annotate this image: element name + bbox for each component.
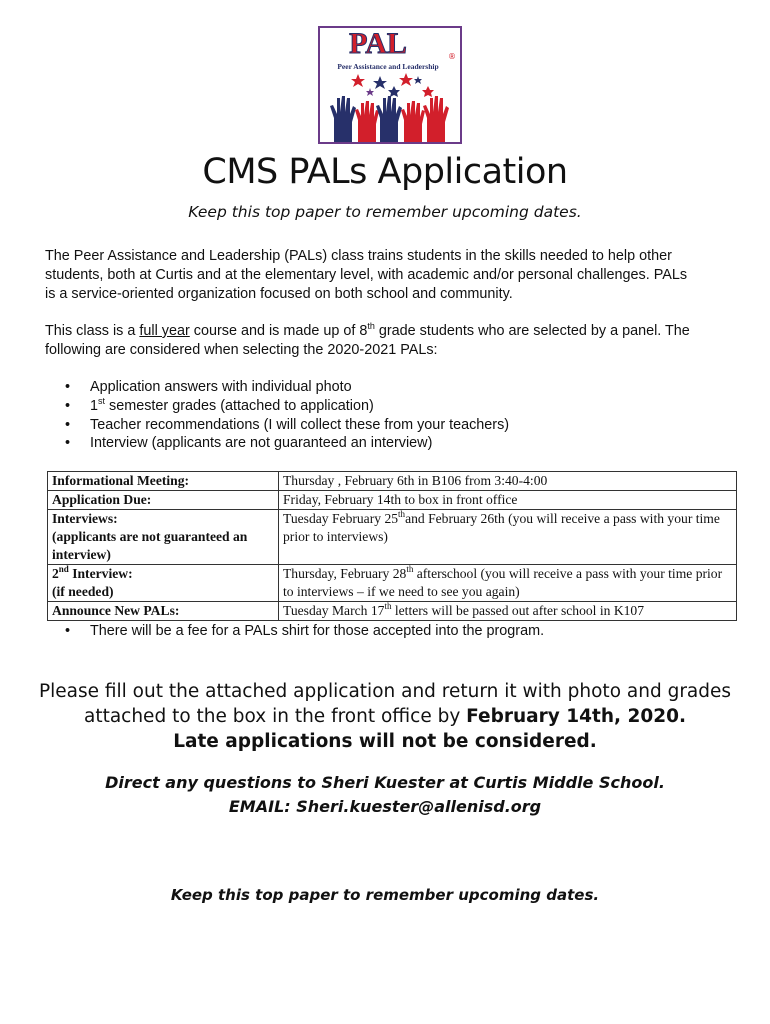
footer-reminder: Keep this top paper to remember upcoming dates. [170, 886, 600, 904]
table-row [48, 472, 737, 491]
text-span: course and is made up of 8 [189, 323, 368, 339]
table-value [279, 510, 737, 565]
text-span: afterschool (you will receive a pass with your time prior to interviews – if we need to see you again) [283, 566, 723, 599]
instructions [0, 679, 770, 729]
selection-line: following are considered when selecting the 2020-2021 PALs: [45, 342, 438, 358]
list-item [45, 378, 735, 397]
table-label [48, 565, 279, 602]
hands-icon [330, 96, 449, 142]
table-row [48, 491, 737, 510]
contact-line: Direct any questions to Sheri Kuester at Curtis Middle School. [105, 773, 665, 792]
label-line: Interviews: [52, 511, 118, 526]
list-item [45, 622, 735, 641]
list-item [45, 434, 735, 453]
superscript: th [384, 601, 392, 611]
label-line: (applicants are not guaranteed an interview) [52, 529, 248, 562]
criteria-list [45, 378, 735, 453]
list-item-text: Teacher recommendations (I will collect these from your teachers) [90, 416, 510, 433]
page-title: CMS PALs Application [202, 152, 568, 192]
superscript: th [398, 509, 406, 519]
table-value: Thursday , February 6th in B106 from 3:40-4:00 [279, 472, 737, 491]
list-item-text: semester grades (attached to application) [105, 397, 374, 414]
full-year-emphasis: full year [139, 323, 190, 339]
list-item [45, 397, 735, 416]
table-label: Informational Meeting: [48, 472, 279, 491]
page-subtitle: Keep this top paper to remember upcoming dates. [188, 203, 582, 221]
selection-line [45, 322, 735, 341]
table-value [279, 602, 737, 621]
superscript: th [406, 564, 414, 574]
contact-email: EMAIL: Sheri.kuester@allenisd.org [228, 797, 542, 816]
intro-line: The Peer Assistance and Leadership (PALs) class trains students in the skills needed to help other [45, 248, 672, 264]
table-value [279, 565, 737, 602]
table-row [48, 510, 737, 565]
label-line [52, 565, 274, 583]
table-value: Friday, February 14th to box in front office [279, 491, 737, 510]
instructions-line [0, 704, 770, 729]
late-warning: Late applications will not be considered. [173, 731, 597, 752]
bullet-icon: • [65, 623, 71, 639]
table-label [48, 510, 279, 565]
list-item-text: There will be a fee for a PALs shirt for those accepted into the program. [90, 623, 545, 639]
text-span: grade students who are selected by a panel. The [374, 323, 690, 339]
list-item-text: Application answers with individual photo [90, 379, 352, 395]
pal-logo [318, 26, 462, 144]
fee-list [45, 622, 735, 641]
text-span: Tuesday February 25 [283, 511, 399, 526]
logo-registered: ® [448, 52, 456, 61]
list-item-text: Interview (applicants are not guaranteed an interview) [90, 435, 433, 452]
table-label: Announce New PALs: [48, 602, 279, 621]
intro-line: students, both at Curtis and at the elementary level, with academic and/or personal challenges. PALs [45, 267, 688, 283]
table-label: Application Due: [48, 491, 279, 510]
text-span: Tuesday March 17 [283, 603, 385, 618]
superscript: th [367, 321, 375, 331]
list-item-text: 1 [90, 397, 99, 414]
deadline-date: February 14th, 2020. [466, 706, 686, 727]
text-span: 2 [52, 566, 59, 581]
logo-tagline: Peer Assistance and Leadership [337, 62, 439, 71]
schedule-table [47, 471, 737, 621]
list-item [45, 416, 735, 435]
label-line: (if needed) [52, 584, 114, 599]
logo-title: PAL [349, 27, 407, 60]
text-span: This class is a [45, 323, 140, 339]
text-span: Interview: [68, 566, 133, 581]
bullet-icon: • [65, 397, 71, 414]
text-span: and February 26th (you will receive a pass with your time prior to interviews) [283, 511, 720, 544]
superscript: st [98, 395, 106, 406]
intro-line: is a service-oriented organization focused on both school and community. [45, 286, 513, 302]
superscript: nd [58, 564, 69, 574]
text-span: attached to the box in the front office by [83, 706, 467, 727]
text-span: Thursday, February 28 [283, 566, 407, 581]
intro-paragraph [45, 247, 735, 304]
table-row [48, 602, 737, 621]
text-span: letters will be passed out after school in K107 [391, 603, 645, 618]
table-row [48, 565, 737, 602]
bullet-icon: • [65, 416, 71, 433]
bullet-icon: • [65, 379, 71, 395]
selection-paragraph [45, 322, 735, 360]
bullet-icon: • [65, 435, 71, 452]
instructions-line: Please fill out the attached application and return it with photo and grades [38, 681, 732, 702]
